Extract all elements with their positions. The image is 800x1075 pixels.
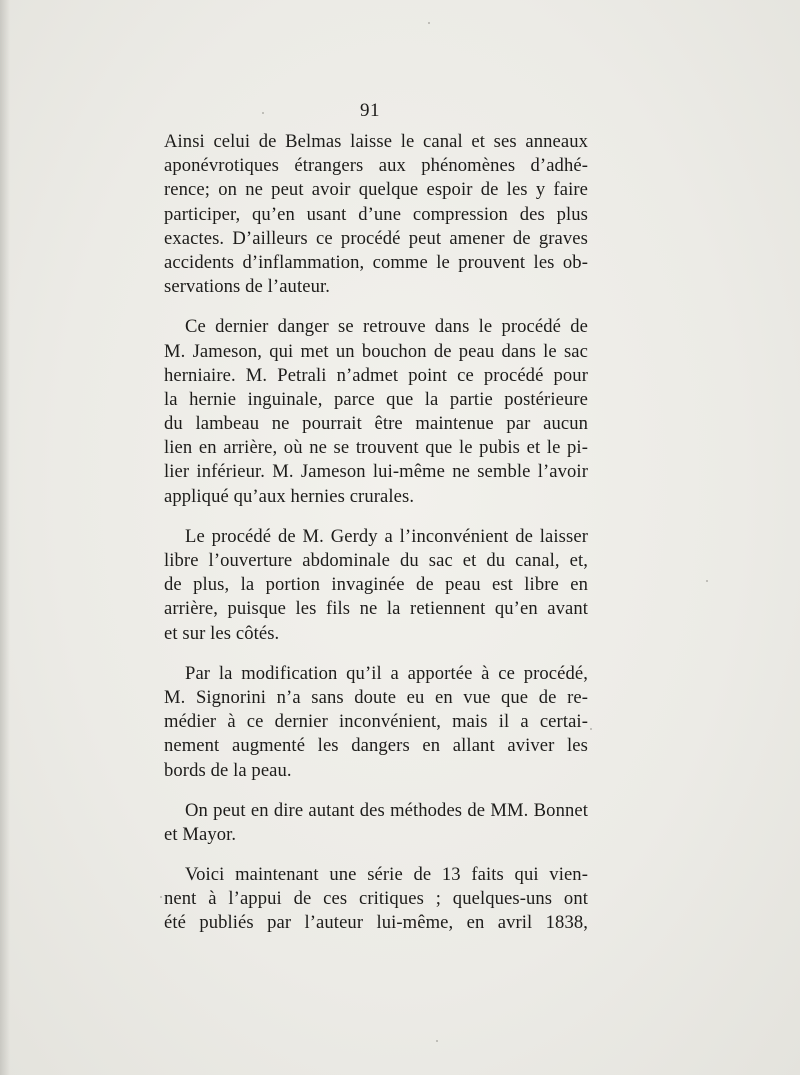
text-line: médier à ce dernier inconvénient, mais il a certai- [164, 711, 588, 733]
text-line: rence; on ne peut avoir quelque espoir de les y faire [164, 179, 588, 201]
text-line: nent à l’appui de ces critiques ; quelques-uns ont [164, 888, 588, 910]
text-line: Le procédé de M. Gerdy a l’inconvénient de laisser [185, 525, 588, 547]
text-line: arrière, puisque les fils ne la retiennent qu’en avant [164, 598, 588, 620]
paragraph-5 [164, 799, 588, 847]
text-line: Par la modification qu’il a apportée à ce procédé, [185, 662, 588, 684]
text-line: servations de l’auteur. [164, 276, 330, 298]
paper-speck [436, 1040, 438, 1042]
paragraph-4 [164, 662, 588, 783]
text-line: de plus, la portion invaginée de peau est libre en [164, 574, 588, 596]
paper-speck [262, 112, 264, 114]
text-line: lier inférieur. M. Jameson lui-même ne semble l’avoir [164, 461, 588, 483]
text-line: la hernie inguinale, parce que la partie postérieure [164, 388, 588, 410]
text-line: Voici maintenant une série de 13 faits qui vien- [185, 864, 588, 886]
paragraph-3 [164, 525, 588, 646]
text-line: aponévrotiques étrangers aux phénomènes d’adhé- [164, 155, 588, 177]
paper-speck [706, 580, 708, 582]
text-line: été publiés par l’auteur lui-même, en avril 1838, [164, 912, 588, 934]
text-line: lien en arrière, où ne se trouvent que le pubis et le pi- [164, 437, 588, 459]
text-line: appliqué qu’aux hernies crurales. [164, 485, 415, 507]
text-line: M. Signorini n’a sans doute eu en vue que de re- [164, 686, 588, 708]
page-number: 91 [360, 100, 380, 121]
text-line: du lambeau ne pourrait être maintenue par aucun [164, 413, 588, 435]
paragraph-6 [164, 863, 588, 936]
text-line: bords de la peau. [164, 759, 292, 781]
page-edge-shadow [0, 0, 10, 1075]
text-line: exactes. D’ailleurs ce procédé peut amener de graves [164, 227, 588, 249]
text-line: libre l’ouverture abdominale du sac et du canal, et, [164, 550, 588, 571]
text-line: M. Jameson, qui met un bouchon de peau dans le sac [164, 340, 588, 362]
paper-speck [428, 22, 430, 24]
body-text [164, 130, 588, 952]
paper-speck [590, 728, 592, 730]
paragraph-1 [164, 130, 588, 299]
text-line: herniaire. M. Petrali n’admet point ce procédé pour [164, 364, 588, 386]
text-line: accidents d’inflammation, comme le prouvent les ob- [164, 251, 588, 273]
paragraph-2 [164, 315, 588, 509]
text-line: Ce dernier danger se retrouve dans le procédé de [185, 316, 588, 338]
text-line: participer, qu’en usant d’une compression des plus [164, 203, 588, 225]
text-line: Ainsi celui de Belmas laisse le canal et ses anneaux [164, 131, 588, 152]
paper-speck [160, 896, 162, 898]
text-line: et Mayor. [164, 823, 237, 845]
text-line: nement augmenté les dangers en allant aviver les [164, 735, 588, 757]
text-line: et sur les côtés. [164, 622, 280, 644]
text-line: On peut en dire autant des méthodes de MM. Bonnet [185, 799, 588, 821]
